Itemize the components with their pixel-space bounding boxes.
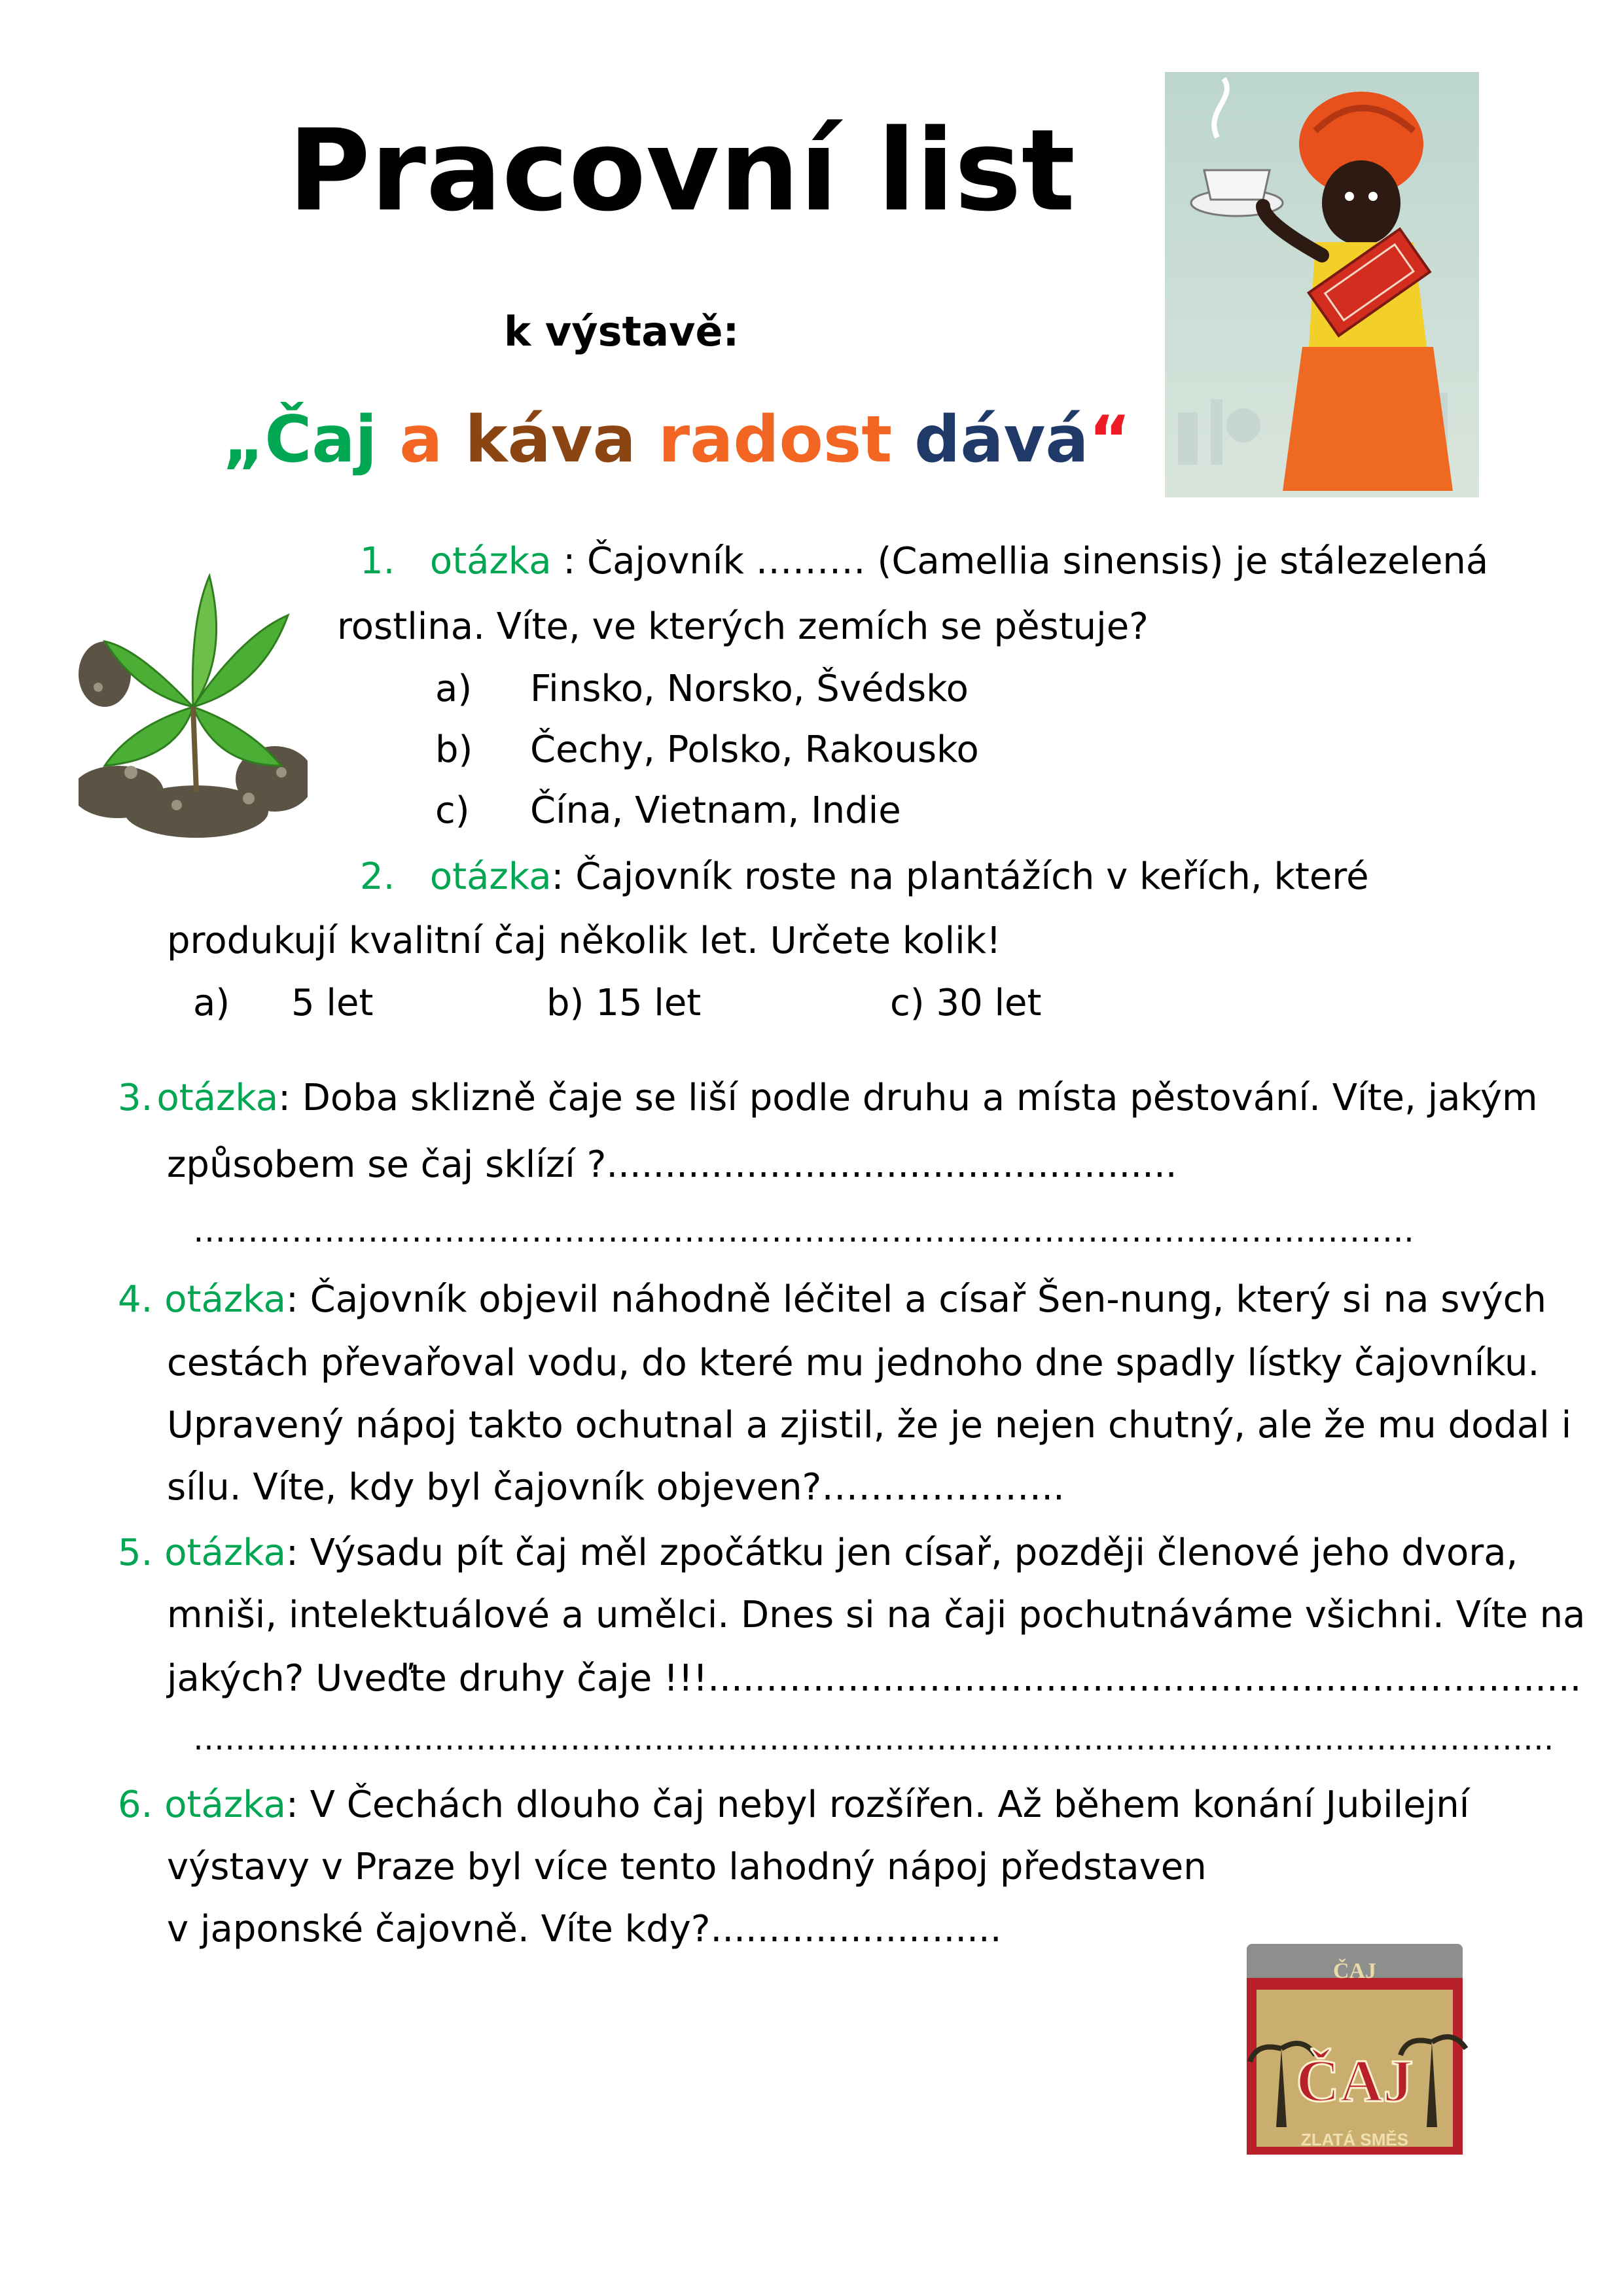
- question-3-line-1: : Doba sklizně čaje se liší podle druhu a místa pěstování. Víte, jakým: [278, 1077, 1538, 1119]
- open-quote: „: [223, 403, 265, 477]
- question-2: [360, 855, 1369, 898]
- tea-leaves-image: [79, 556, 308, 838]
- question-2-option-a: [193, 982, 374, 1024]
- exhibition-word-radost: radost: [658, 403, 893, 477]
- question-1-label: otázka: [429, 540, 552, 583]
- question-1: [360, 540, 1489, 583]
- question-2-option-c: c) 30 let: [890, 982, 1042, 1024]
- option-text: 5 let: [291, 982, 374, 1024]
- tin-label-top: ČAJ: [1332, 1959, 1377, 1983]
- question-6-line-1: : V Čechách dlouho čaj nebyl rozšířen. Až během konání Jubilejní: [285, 1784, 1470, 1826]
- question-5-answer-line: ………………………………………………………………………………………………………………….: [193, 1721, 1554, 1757]
- page-title: Pracovní list: [288, 105, 1075, 236]
- question-4-line-3: Upravený nápoj takto ochutnal a zjistil, že je nejen chutný, ale že mu dodal i: [167, 1404, 1572, 1446]
- question-4-line-2: cestách převařoval vodu, do které mu jednoho dne spadly lístky čajovníku.: [167, 1342, 1540, 1384]
- poster-image: [1165, 72, 1479, 497]
- page-subtitle: k výstavě:: [504, 308, 740, 355]
- question-3-number: 3.: [118, 1077, 153, 1119]
- option-text: Finsko, Norsko, Švédsko: [530, 668, 969, 710]
- question-4-line-1: : Čajovník objevil náhodně léčitel a císař Šen-nung, který si na svých: [285, 1278, 1546, 1321]
- tea-tin-image: [1230, 1937, 1479, 2160]
- exhibition-word-a: a: [399, 403, 443, 477]
- question-5: [118, 1532, 1518, 1574]
- question-1-option-c: [435, 789, 901, 832]
- question-3: [118, 1077, 1538, 1119]
- question-2-option-b: b) 15 let: [546, 982, 702, 1024]
- tin-label-bottom: ZLATÁ SMĚS: [1300, 2130, 1409, 2149]
- question-1-line-2: rostlina. Víte, ve kterých zemích se pěstuje?: [337, 605, 1149, 648]
- question-5-number: 5.: [118, 1532, 153, 1574]
- question-2-line-2: produkují kvalitní čaj několik let. Určete kolik!: [167, 920, 1001, 962]
- question-6-line-3: v japonské čajovně. Víte kdy?.........................: [167, 1908, 1002, 1950]
- close-quote: “: [1088, 403, 1131, 477]
- question-2-label: otázka: [429, 855, 552, 898]
- exhibition-word-caj: Čaj: [264, 403, 378, 477]
- question-3-label: otázka: [156, 1077, 279, 1119]
- question-1-option-a: [435, 668, 969, 710]
- question-6-label: otázka: [164, 1784, 286, 1826]
- option-letter: a): [193, 982, 230, 1024]
- question-2-number: 2.: [360, 855, 395, 898]
- question-1-number: 1.: [360, 540, 395, 583]
- question-4-label: otázka: [164, 1278, 286, 1321]
- option-letter: c): [435, 789, 470, 832]
- question-5-line-3: jakých? Uveďte druhy čaje !!!...........................................................................: [167, 1657, 1582, 1700]
- option-letter: b): [435, 728, 473, 771]
- question-1-line-1: : Čajovník ……… (Camellia sinensis) je stálezelená: [551, 540, 1489, 583]
- question-4-number: 4.: [118, 1278, 153, 1321]
- question-4: [118, 1278, 1546, 1321]
- question-2-line-1: : Čajovník roste na plantážích v keřích, které: [551, 855, 1369, 898]
- exhibition-title: [223, 403, 1131, 477]
- question-6-number: 6.: [118, 1784, 153, 1826]
- question-6-line-2: výstavy v Praze byl více tento lahodný nápoj představen: [167, 1846, 1207, 1888]
- tin-label-main: ČAJ: [1296, 2047, 1414, 2114]
- question-3-line-2: způsobem se čaj sklízí ?.................................................: [167, 1143, 1177, 1186]
- question-6: [118, 1784, 1470, 1826]
- option-text: Čechy, Polsko, Rakousko: [530, 728, 979, 771]
- question-4-line-4: sílu. Víte, kdy byl čajovník objeven?………………..: [167, 1466, 1065, 1509]
- question-3-answer-line: ………………………………………………………………………………………………….: [193, 1211, 1414, 1249]
- question-5-line-2: mniši, intelektuálové a umělci. Dnes si na čaji pochutnáváme všichni. Víte na: [167, 1594, 1586, 1636]
- question-5-line-1: : Výsadu pít čaj měl zpočátku jen císař, později členové jeho dvora,: [285, 1532, 1518, 1574]
- question-5-label: otázka: [164, 1532, 286, 1574]
- exhibition-word-dava: dává: [914, 403, 1089, 477]
- exhibition-word-kava: káva: [465, 403, 636, 477]
- option-letter: a): [435, 668, 473, 710]
- question-1-option-b: [435, 728, 979, 771]
- option-text: Čína, Vietnam, Indie: [530, 789, 901, 832]
